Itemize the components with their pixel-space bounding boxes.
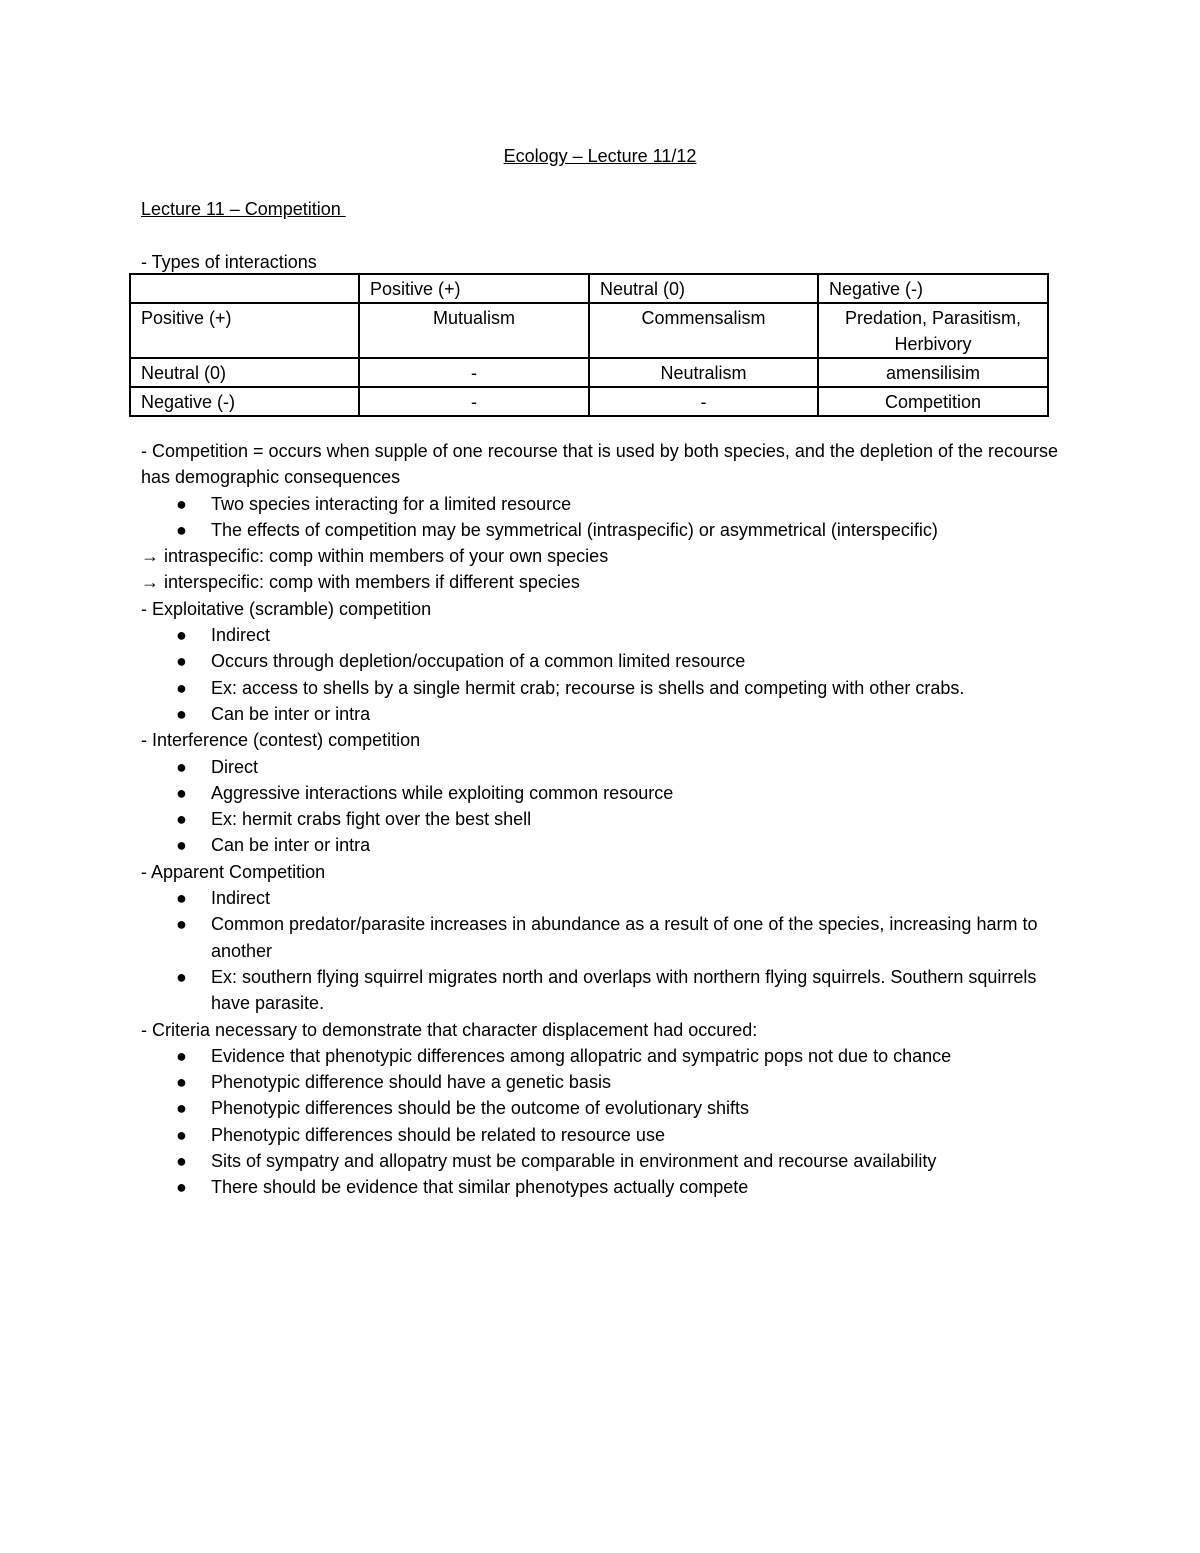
list-item-text: Ex: hermit crabs fight over the best shell xyxy=(211,809,532,830)
arrow-line xyxy=(141,543,1061,569)
bullet-dot-icon: ● xyxy=(176,1151,187,1172)
bullet-dot-icon: ● xyxy=(176,966,187,987)
table-header-cell: Positive (+) xyxy=(359,274,589,303)
table-row xyxy=(130,387,1048,416)
list-item xyxy=(141,911,1061,964)
list-item xyxy=(141,1122,1061,1148)
list-item-text: Two species interacting for a limited resource xyxy=(211,493,572,514)
list-item xyxy=(141,964,1061,1017)
table-header-cell: Neutral (0) xyxy=(589,274,818,303)
list-item-text: Indirect xyxy=(211,888,271,909)
list-item-text: Aggressive interactions while exploiting common resource xyxy=(211,782,674,803)
list-item-text: Can be inter or intra xyxy=(211,703,371,724)
bullet-dot-icon: ● xyxy=(176,493,187,514)
bullet-dot-icon: ● xyxy=(176,677,187,698)
arrow-line xyxy=(141,569,1061,595)
list-item xyxy=(141,780,1061,806)
list-item-text: Phenotypic difference should have a genetic basis xyxy=(211,1072,611,1093)
table-cell: Commensalism xyxy=(589,303,818,358)
table-row xyxy=(130,303,1048,358)
bullet-dot-icon: ● xyxy=(176,809,187,830)
bullet-dot-icon: ● xyxy=(176,1045,187,1066)
table-cell: - xyxy=(359,358,589,387)
list-item xyxy=(141,517,1061,543)
bullet-dot-icon: ● xyxy=(176,625,187,646)
table-row-label: Neutral (0) xyxy=(130,358,359,387)
section-heading: - Criteria necessary to demonstrate that character displacement had occured: xyxy=(141,1019,758,1040)
bullet-dot-icon: ● xyxy=(176,756,187,777)
list-item-text: The effects of competition may be symmetrical (intraspecific) or asymmetrical (interspecific) xyxy=(211,519,938,540)
list-item xyxy=(141,1095,1061,1121)
list-item-text: Can be inter or intra xyxy=(211,835,371,856)
right-arrow-icon: → xyxy=(141,572,159,593)
table-cell: Competition xyxy=(818,387,1048,416)
list-item-text: Evidence that phenotypic differences among allopatric and sympatric pops not due to chance xyxy=(211,1045,952,1066)
bullet-dot-icon: ● xyxy=(176,835,187,856)
section-heading: - Interference (contest) competition xyxy=(141,730,421,751)
list-item xyxy=(141,1174,1061,1200)
table-header-cell: Negative (-) xyxy=(818,274,1048,303)
bullet-dot-icon: ● xyxy=(176,1177,187,1198)
list-item-text: Direct xyxy=(211,756,259,777)
list-item-text: Ex: southern flying squirrel migrates north and overlaps with northern flying squirrels. Southern squirrels have parasite. xyxy=(211,966,1037,1014)
section-heading: - Exploitative (scramble) competition xyxy=(141,598,432,619)
list-item xyxy=(141,806,1061,832)
list-item-text: Indirect xyxy=(211,625,271,646)
list-item xyxy=(141,491,1061,517)
list-item xyxy=(141,675,1061,701)
table-cell: amensilisim xyxy=(818,358,1048,387)
table-cell: Neutralism xyxy=(589,358,818,387)
list-item xyxy=(141,1148,1061,1174)
lecture-heading: Lecture 11 – Competition xyxy=(141,199,346,219)
list-item-text: Sits of sympatry and allopatry must be comparable in environment and recourse availability xyxy=(211,1151,937,1172)
table-cell: - xyxy=(589,387,818,416)
list-item xyxy=(141,701,1061,727)
notes-body xyxy=(141,438,1061,1201)
arrow-line-text: intraspecific: comp within members of your own species xyxy=(164,546,609,567)
competition-definition: - Competition = occurs when supple of one recourse that is used by both species, and the depletion of the recourse has demographic consequences xyxy=(141,441,1059,488)
list-item-text: Common predator/parasite increases in abundance as a result of one of the species, increasing harm to another xyxy=(211,914,1038,961)
right-arrow-icon: → xyxy=(141,546,159,567)
bullet-dot-icon: ● xyxy=(176,914,187,935)
table-cell: Mutualism xyxy=(359,303,589,358)
interactions-table xyxy=(129,273,1049,417)
table-cell: - xyxy=(359,387,589,416)
list-item-text: Ex: access to shells by a single hermit crab; recourse is shells and competing with other crabs. xyxy=(211,677,965,698)
list-item-text: There should be evidence that similar phenotypes actually compete xyxy=(211,1177,749,1198)
types-of-interactions-label: - Types of interactions xyxy=(141,252,317,272)
bullet-dot-icon: ● xyxy=(176,703,187,724)
list-item-text: Phenotypic differences should be the outcome of evolutionary shifts xyxy=(211,1098,749,1119)
page-title: Ecology – Lecture 11/12 xyxy=(503,146,697,166)
table-cell: Predation, Parasitism, Herbivory xyxy=(818,303,1048,358)
bullet-dot-icon: ● xyxy=(176,1072,187,1093)
arrow-line-text: interspecific: comp with members if different species xyxy=(164,572,580,593)
bullet-dot-icon: ● xyxy=(176,782,187,803)
bullet-dot-icon: ● xyxy=(176,888,187,909)
list-item xyxy=(141,622,1061,648)
list-item-text: Phenotypic differences should be related to resource use xyxy=(211,1124,665,1145)
table-header-cell xyxy=(130,274,359,303)
section-heading: - Apparent Competition xyxy=(141,861,326,882)
table-row-label: Negative (-) xyxy=(130,387,359,416)
list-item xyxy=(141,754,1061,780)
list-item xyxy=(141,832,1061,858)
bullet-dot-icon: ● xyxy=(176,1098,187,1119)
bullet-dot-icon: ● xyxy=(176,1124,187,1145)
table-row-label: Positive (+) xyxy=(130,303,359,358)
table-row xyxy=(130,358,1048,387)
list-item xyxy=(141,1069,1061,1095)
list-item xyxy=(141,1043,1061,1069)
list-item xyxy=(141,885,1061,911)
table-header-row xyxy=(130,274,1048,303)
list-item-text: Occurs through depletion/occupation of a common limited resource xyxy=(211,651,746,672)
list-item xyxy=(141,648,1061,674)
bullet-dot-icon: ● xyxy=(176,519,187,540)
bullet-dot-icon: ● xyxy=(176,651,187,672)
